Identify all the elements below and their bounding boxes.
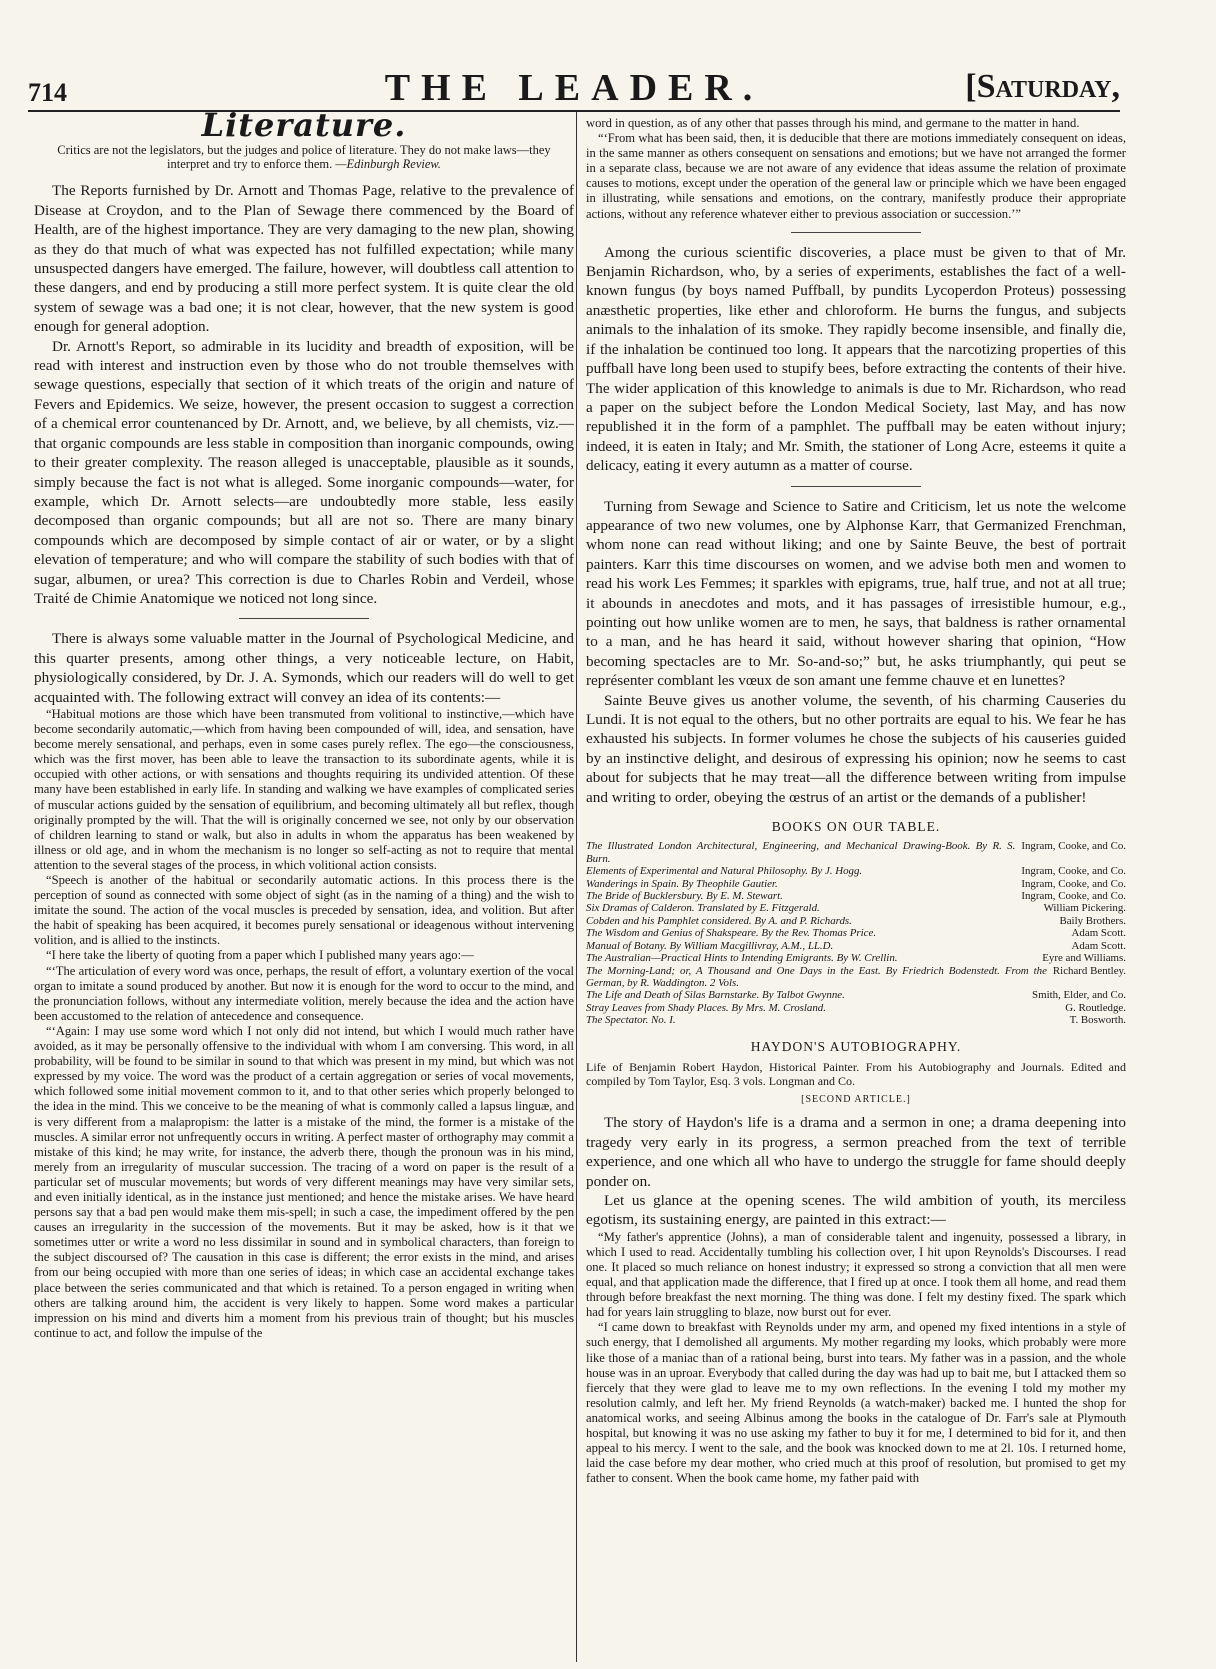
extract-continued [586, 116, 1126, 222]
paragraph: Dr. Arnott's Report, so admirable in its lucidity and breadth of exposition, will be read with interest and instruction even by those who do not trouble themselves with sewage questions, especially that section of it which treats of the origin and nature of Fevers and Epidemics. We seize, however, the present occasion to suggest a correction of a chemical error countenanced by Dr. Arnott, and, we believe, by all chemists, viz.—that organic compounds are less stable in composition than inorganic compounds, owing to their greater complexity. The reason alleged is unacceptable, plausible as it sounds, simply because the fact is not what is alleged. Some inorganic compounds—water, for example, which Dr. Arnott selects—are undoubtedly more stable, less easily decomposed than organic compounds; but all are not so. There are many binary compounds which are decomposed by simple contact of air or water, or by a slight elevation of temperature; and who will compare the stability of such bodies with that of sugar, albumen, or urea? This correction is due to Charles Robin and Verdeil, whose Traité de Chimie Anatomique we noticed not long since. [34, 337, 574, 607]
book-entry [586, 1014, 1126, 1026]
quote-paragraph: “‘Again: I may use some word which I not only did not intend, but which I would much rather have avoided, as it may be personally offensive to the individual with whom I am conversing. This word, in all probability, will be found to be similar in sound to that which was present in my mind, but which was not expressed by my voice. The word was the product of a certain aggregation or series of vocal movements, which followed some initial movement common to it, and to that other series which properly belonged to the idea in the mind. This we conceive to be the meaning of what is commonly called a lapsus linguæ, and is very different from a malapropism: the latter is a mistake of the mind, the former is a mistake of the muscles. A similar error not unfrequently occurs in writing. A perfect master of orthography may commit a mistake of this kind; he may write, for instance, the adverb there, though the pronoun was in his mind, merely from an irregularity of muscular succession. The tracing of a word on paper is the result of a particular set of muscular movements; but words of very different meanings may have very similar sets, and even initially identical, as in the instance just mentioned; and hence the mistake arises. We have heard persons say that a bad pen would make them mis-spell; in such a case, the impediment offered by the pen causes an irregularity in the succession of the movements. But it may be asked, how is it that we sometimes utter or write a word no less dissimilar in sound and in symbolical characters, than foreign to the subject discoursed of? The causation in this case is different; the error exists in the mind, and arises from our being occupied with more than one series of ideas; in which case an accidental exchange takes place between the series communicated and that which is retained. To a person engaged in writing when others are talking around him, the accident is very likely to happen. Some word makes a particular impression on his mind and diverts him a moment from his previous train of thought; but his muscles continue to act, and follow the impulse of the [34, 1023, 574, 1340]
paragraph: The story of Haydon's life is a drama and a sermon in one; a drama deepening into tragedy very early in its progress, a sermon preached from the text of terrible experience, and one which all who have to undergo the struggle for fame should deeply ponder on. [586, 1114, 1126, 1190]
quote-paragraph: “Speech is another of the habitual or secondarily automatic actions. In this process there is the perception of sound as connected with some object of sight (as in the naming of a thing) and the wish to imitate the sound. The action of the vocal muscles is preceded by sensation, idea, and volition. But after the habit of speaking has been acquired, it becomes purely sensational or ideagenous without intervening volition, and is allied to the instincts. [34, 873, 574, 948]
books-list [586, 840, 1126, 1026]
book-title: Cobden and his Pamphlet considered. By A. and P. Richards. [586, 914, 852, 927]
book-entry [586, 927, 1126, 939]
paragraph: There is always some valuable matter in the Journal of Psychological Medicine, and this quarter presents, among other things, a very noticeable lecture, on Habit, physiologically considered, by Dr. J. A. Symonds, which our readers will do well to get acquainted with. The following extract will convey an idea of its contents:— [34, 630, 574, 706]
book-title: Wanderings in Spain. By Theophile Gautier. [586, 877, 778, 890]
section-rule [791, 232, 921, 233]
haydon-reference: Life of Benjamin Robert Haydon, Historical Painter. From his Autobiography and Journals. Edited and compiled by Tom Taylor, Esq. 3 vols. Longman and Co. [586, 1059, 1126, 1088]
book-entry [586, 952, 1126, 964]
quote-paragraph: “Habitual motions are those which have been transmuted from volitional to instinctive,—which have become secondarily automatic,—which from having been compounded of will, idea, and sensation, have become merely sensational, and perhaps, even in some cases purely reflex. The ego—the consciousness, which was the first mover, has been able to leave the transaction to its subordinate agents, while it is occupied with other actions, or with sensations and thoughts requiring its undivided attention. Of these many have been established in early life. In standing and walking we have examples of complicated series of muscular actions guided by the sensation of equilibrium, and becoming ultimately all but reflex, though originally prompted by the will. That the will is originally concerned we see, not only by our observation of children learning to stand or walk, but also in adults in whom the apparatus has been weakened by illness or old age, and in whom the mechanism is no longer so self-acting as not to require that mental attention to the several stages of the process, in which volitional action consists. [34, 706, 574, 872]
quote-paragraph: “‘From what has been said, then, it is deducible that there are motions immediately consequent on ideas, in the same manner as others consequent on sensations and emotions; but we have not arranged the former in a separate class, because we are not aware of any evidence that ideas assume the relation of proximate causes to motions, except under the operation of the general law or principle which we have been engaged in illustrating, while sensations and emotions, on the contrary, manifestly produce their appropriate actions, without any reference whatever either to previous association or succession.’” [586, 131, 1126, 221]
book-publisher: Ingram, Cooke, and Co. [1021, 890, 1126, 903]
book-publisher: William Pickering. [1043, 902, 1126, 915]
paragraph: Sainte Beuve gives us another volume, the seventh, of his charming Causeries du Lundi. It is not equal to the others, but no other portraits are equal to his. We fear he has exhausted his subjects. In former volumes he chose the subjects of his causeries guided by an instinctive delight, and desirous of expressing his opinion; now he seems to cast about for subjects that he may treat—all the difference between writing from impulse and writing to order, obeying the œstrus of an artist or the demands of a publisher! [586, 691, 1126, 806]
extract [34, 707, 574, 1341]
book-publisher: Richard Bentley. [1052, 964, 1126, 977]
motto [54, 143, 554, 171]
book-entry [586, 940, 1126, 952]
book-title: The Illustrated London Architectural, Engineering, and Mechanical Drawing-Book. By R. S. Burn. [586, 840, 1016, 865]
quote-paragraph: word in question, as of any other that passes through his mind, and germane to the matter in hand. [586, 116, 1080, 130]
book-title: Elements of Experimental and Natural Philosophy. By J. Hogg. [586, 865, 863, 878]
book-publisher: Ingram, Cooke, and Co. [1021, 840, 1126, 853]
page-number: 714 [28, 78, 67, 107]
book-publisher: Ingram, Cooke, and Co. [1021, 865, 1126, 878]
book-publisher: T. Bosworth. [1069, 1014, 1126, 1027]
motto-source: —Edinburgh Review. [335, 157, 441, 172]
quote-paragraph: “‘The articulation of every word was once, perhaps, the result of effort, a voluntary exertion of the vocal organ to imitate a sound produced by another. But now it is enough for the word to occur to the mind, and the pronunciation follows, without any intermediate volition, merely because the idea and the action have been accustomed to the relation of antecedence and consequence. [34, 963, 574, 1023]
book-entry [586, 915, 1126, 927]
haydon-heading: HAYDON'S AUTOBIOGRAPHY. [750, 1038, 962, 1054]
section-rule [239, 618, 369, 619]
book-title: The Life and Death of Silas Barnstarke. By Talbot Gwynne. [586, 989, 845, 1002]
paragraph: Among the curious scientific discoveries, a place must be given to that of Mr. Benjamin Richardson, who, by a series of experiments, establishes the fact of a well-known fungus (by boys named Puffball, by pundits Lycoperdon Proteus) possessing anæsthetic properties, like ether and chloroform. He burns the fungus, and subjects animals to the inhalation of its smoke. They rapidly become insensible, and finally die, if the inhalation be continued too long. It appears that the narcotizing properties of this puffball have long been used to stupify bees, before extracting the contents of their hive. The wider application of this knowledge to animals is due to Mr. Richardson, who read a paper on the subject before the London Medical Society, last May, and has now republished it in the form of a pamphlet. The puffball may be eaten without injury; indeed, it is eaten in Italy; and Mr. Smith, the stationer of Long Acre, esteems it quite a delicacy, eating it every autumn as a matter of course. [586, 243, 1126, 475]
book-publisher: Smith, Elder, and Co. [1032, 989, 1126, 1002]
book-publisher: Baily Brothers. [1059, 914, 1126, 927]
haydon-extract [586, 1230, 1126, 1487]
quote-paragraph: “My father's apprentice (Johns), a man of considerable talent and ingenuity, possessed a library, in which I used to read. Accidentally tumbling his collection over, I hit upon Reynolds's Discourses. I read one. It placed so much reliance on honest industry; it expressed so strong a conviction that all men were equal, and that application made the difference, that I fired up at once. I took them all home, and read them through before breakfast the next morning. The thing was done. I felt my destiny fixed. The spark which had for years lain struggling to blaze, now burst out for ever. [586, 1229, 1126, 1320]
motto-text: Critics are not the legislators, but the judges and police of literature. They do not make laws—they interpret and try to enforce them. [57, 143, 551, 172]
quote-paragraph: “I here take the liberty of quoting from a paper which I published many years ago:— [46, 948, 474, 963]
book-entry [586, 890, 1126, 902]
book-publisher: Adam Scott. [1071, 927, 1126, 940]
left-column [34, 106, 574, 1341]
book-title: The Wisdom and Genius of Shakspeare. By the Rev. Thomas Price. [586, 927, 877, 940]
book-title: The Bride of Bucklersbury. By E. M. Stewart. [586, 890, 783, 903]
masthead: THE LEADER. [384, 67, 764, 109]
section-title: Literature. [201, 106, 407, 144]
paragraph: Turning from Sewage and Science to Satire and Criticism, let us note the welcome appearance of two new volumes, one by Alphonse Karr, that Germanized Frenchman, whom none can read without liking; and one by Sainte Beuve, the best of portrait painters. Karr this time discourses on women, and we advise both men and women to read his work Les Femmes; it sparkles with epigrams, true, half true, and not at all true; it abounds in anecdotes and mots, and it has passages of irresistible humour, e.g., pointing out how unlike women are to men, he says, that baldness is rather ornamental to a man, and he has heard it said, without however sharing that opinion, “How becoming spectacles are to Mr. So-and-so;” but, he asks triumphantly, qui peut se représenter comblant les vœux de son amant une femme chauve et en lunettes? [586, 497, 1126, 690]
book-entry [586, 1002, 1126, 1014]
book-publisher: G. Routledge. [1065, 1001, 1126, 1014]
book-title: Stray Leaves from Shady Places. By Mrs. M. Crosland. [586, 1001, 826, 1014]
quote-paragraph: “I came down to breakfast with Reynolds under my arm, and opened my fixed intentions in a style of such energy, that I demolished all arguments. My mother regarding my looks, which probably were more like those of a maniac than of a rational being, burst into tears. My father was in a passion, and the whole house was in an uproar. Everybody that called during the day was had up to bait me, but I attacked them so fiercely that they were glad to leave me to my own reflections. In the evening I told my mother my resolution calmly, and left her. My friend Reynolds (a watch-maker) backed me. I hunted the shop for anatomical works, and seeing Albinus among the books in the catalogue of Dr. Farr's sale at Plymouth hospital, but knowing it was no use asking my father to buy it for me, I determined to bid for it, and then appeal to his mercy. I went to the sale, and the book was knocked down to me at 2l. 10s. I returned home, laid the case before my dear mother, who cried much at this proof of resolution, but promised to get my father to consent. When the book came home, my father paid with [586, 1320, 1126, 1486]
book-publisher: Eyre and Williams. [1042, 952, 1126, 965]
book-title: Six Dramas of Calderon. Translated by E. Fitzgerald. [586, 902, 820, 915]
book-entry [586, 840, 1126, 865]
book-entry [586, 865, 1126, 877]
book-publisher: Adam Scott. [1071, 939, 1126, 952]
book-title: The Morning-Land; or, A Thousand and One Days in the East. By Friedrich Bodenstedt. From the German, by R. Waddington. 2 Vols. [586, 964, 1047, 989]
book-title: The Australian—Practical Hints to Intending Emigrants. By W. Crellin. [586, 952, 898, 965]
book-title: Manual of Botany. By William Macgillivray, A.M., LL.D. [586, 939, 834, 952]
issue-day: [Saturday, [965, 68, 1120, 105]
book-entry [586, 878, 1126, 890]
book-publisher: Ingram, Cooke, and Co. [1021, 877, 1126, 890]
right-column [586, 116, 1126, 1486]
paragraph: The Reports furnished by Dr. Arnott and Thomas Page, relative to the prevalence of Disease at Croydon, and to the Plan of Sewage there commenced by the Board of Health, are of the highest importance. They are very damaging to the new plan, showing as they do that much of what was expected has not fulfilled expectation; while many unsuspected dangers have emerged. The failure, however, will doubtless call attention to these dangers, and end by producing a still more perfect system. It is quite clear the old system of sewage was a bad one; it is not clear, however, that the new system is good enough for general adoption. [34, 182, 574, 336]
section-rule [791, 486, 921, 487]
book-title: The Spectator. No. I. [586, 1014, 676, 1027]
paragraph: Let us glance at the opening scenes. The wild ambition of youth, its merciless egotism, its sustaining energy, are painted in this extract:— [586, 1191, 1126, 1229]
second-article-label: [SECOND ARTICLE.] [801, 1093, 911, 1105]
column-divider [576, 112, 577, 1662]
page-header [28, 64, 1120, 112]
book-entry [586, 965, 1126, 990]
books-heading: BOOKS ON OUR TABLE. [771, 819, 941, 835]
book-entry [586, 902, 1126, 914]
book-entry [586, 989, 1126, 1001]
